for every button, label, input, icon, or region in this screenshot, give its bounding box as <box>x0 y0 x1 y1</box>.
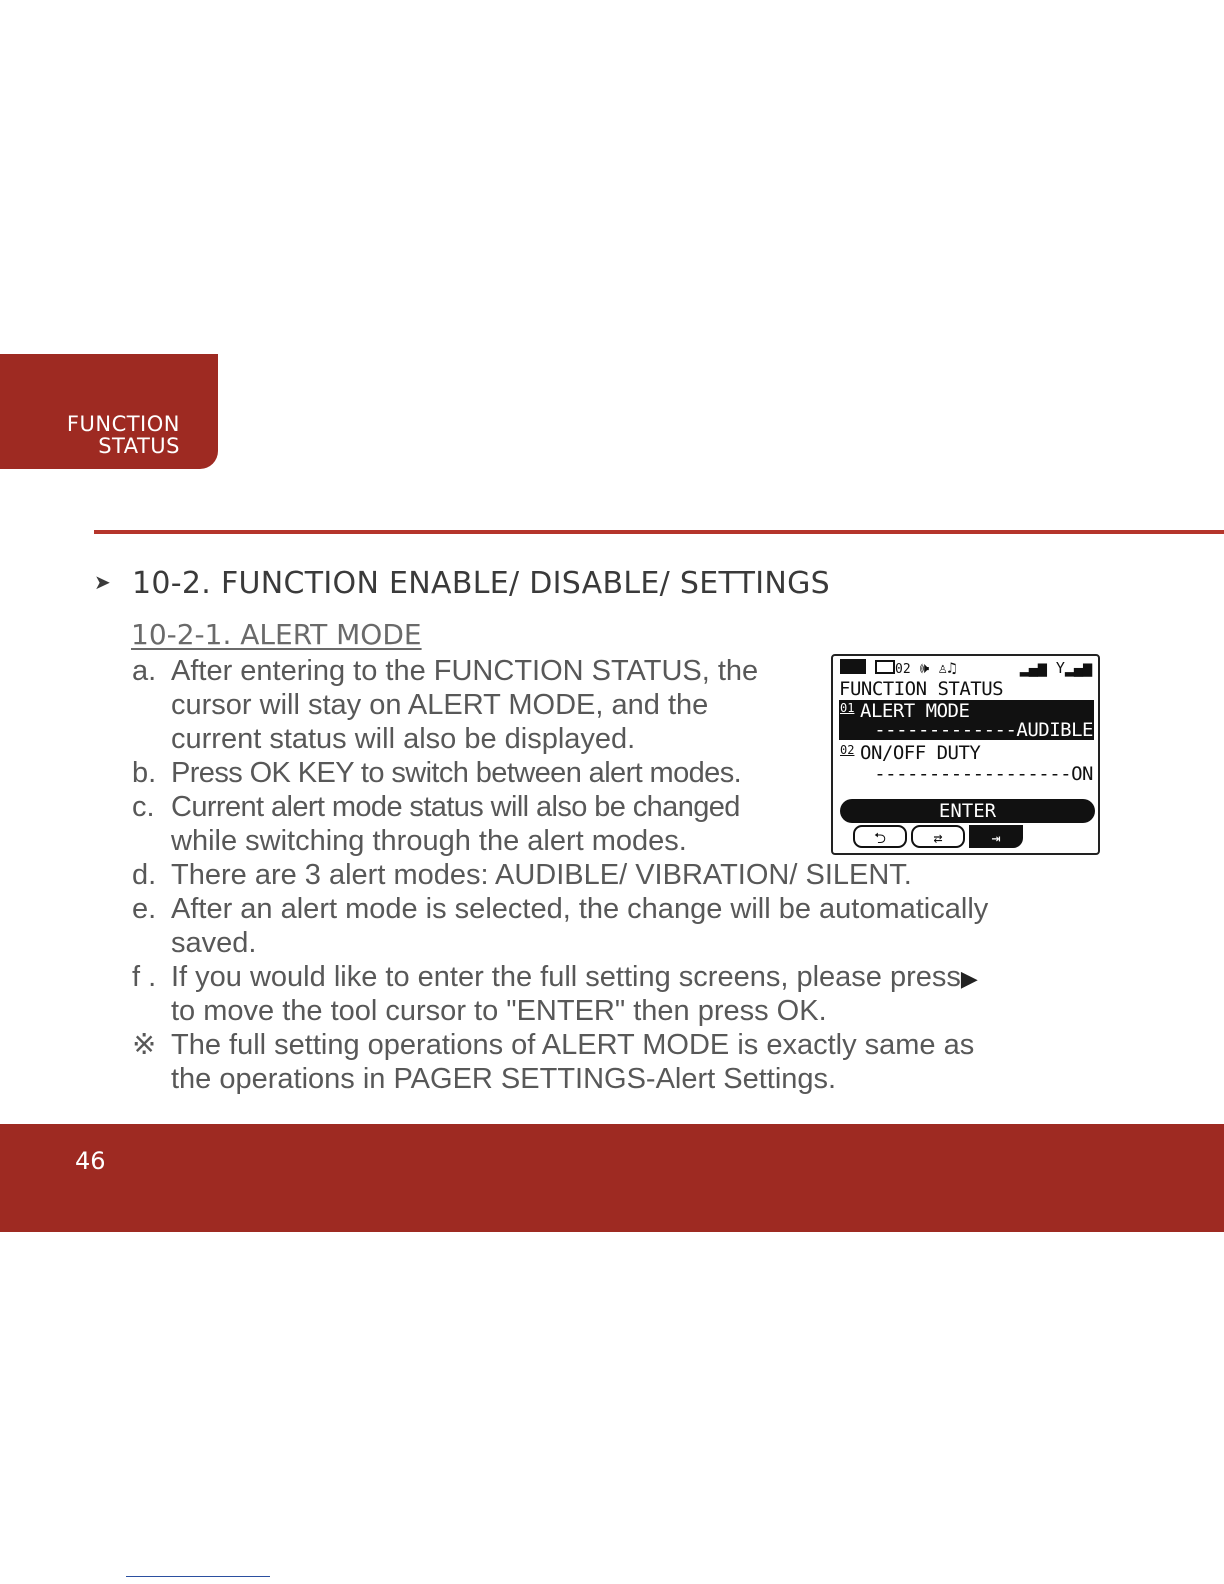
signal-icon: ▂▄▆ <box>1019 659 1047 677</box>
screen-title: FUNCTION STATUS <box>839 678 1004 700</box>
list-line: to move the tool cursor to "ENTER" then press OK. <box>171 995 827 1027</box>
message-count: 02 <box>895 662 911 677</box>
list-marker: c. <box>132 791 155 823</box>
list-line: the operations in PAGER SETTINGS-Alert Settings. <box>171 1063 837 1095</box>
section-tab <box>0 354 218 469</box>
footer-band <box>0 1124 1224 1232</box>
status-bar <box>840 659 1092 679</box>
list-line: while switching through the alert modes. <box>171 825 687 857</box>
battery-icon <box>840 659 866 674</box>
arrow-bullet-icon: ➤ <box>94 570 112 594</box>
header-rule <box>94 530 1224 534</box>
reference-mark-icon: ※ <box>132 1029 157 1061</box>
subsection-heading: 10-2-1. ALERT MODE <box>131 618 422 651</box>
row-value: ------------------ON <box>874 763 1093 785</box>
row-name: ON/OFF DUTY <box>860 742 981 764</box>
back-icon: ⮌ <box>853 825 907 848</box>
footnote-divider <box>126 1576 270 1577</box>
list-line: After an alert mode is selected, the change will be automatically <box>171 893 989 925</box>
row-number: 01 <box>840 701 855 715</box>
bell-icon: ♫ <box>947 659 957 677</box>
person-icon: ♙ <box>938 659 948 677</box>
list-line: current status will also be displayed. <box>171 723 636 755</box>
toggle-icon: ⇄ <box>911 825 965 848</box>
list-marker: f . <box>132 961 157 993</box>
page-number: 46 <box>75 1147 106 1175</box>
row-number: 02 <box>840 743 855 757</box>
antenna-icon: Y▂▄▆ <box>1055 659 1092 677</box>
list-line: The full setting operations of ALERT MODE is exactly same as <box>171 1029 975 1061</box>
section-tab-line2: STATUS <box>98 434 180 458</box>
menu-row <box>839 742 1094 785</box>
list-marker: d. <box>132 859 157 891</box>
list-line: There are 3 alert modes: AUDIBLE/ VIBRATION/ SILENT. <box>171 859 912 891</box>
section-heading <box>94 566 830 601</box>
list-marker: e. <box>132 893 157 925</box>
enter-icon: ⇥ <box>969 825 1023 848</box>
list-line: If you would like to enter the full setting screens, please press▶ <box>171 961 978 993</box>
list-line: Current alert mode status will also be changed <box>171 791 740 823</box>
row-value: -------------AUDIBLE <box>874 719 1093 741</box>
list-marker: b. <box>132 757 157 789</box>
list-marker: a. <box>132 655 157 687</box>
pager-screen-illustration <box>831 654 1100 855</box>
speaker-icon: 🕪 <box>919 659 930 677</box>
section-heading-text: 10-2. FUNCTION ENABLE/ DISABLE/ SETTINGS <box>132 566 831 601</box>
row-name: ALERT MODE <box>860 700 970 722</box>
menu-row-selected <box>839 700 1094 740</box>
list-line: Press OK KEY to switch between alert modes. <box>171 757 742 789</box>
play-arrow-icon: ▶ <box>960 966 978 991</box>
list-line: After entering to the FUNCTION STATUS, the <box>171 655 759 687</box>
list-line: cursor will stay on ALERT MODE, and the <box>171 689 709 721</box>
envelope-icon <box>875 660 895 674</box>
section-tab-line1: FUNCTION <box>66 412 180 436</box>
list-line: saved. <box>171 927 257 959</box>
enter-bar: ENTER <box>840 799 1095 823</box>
